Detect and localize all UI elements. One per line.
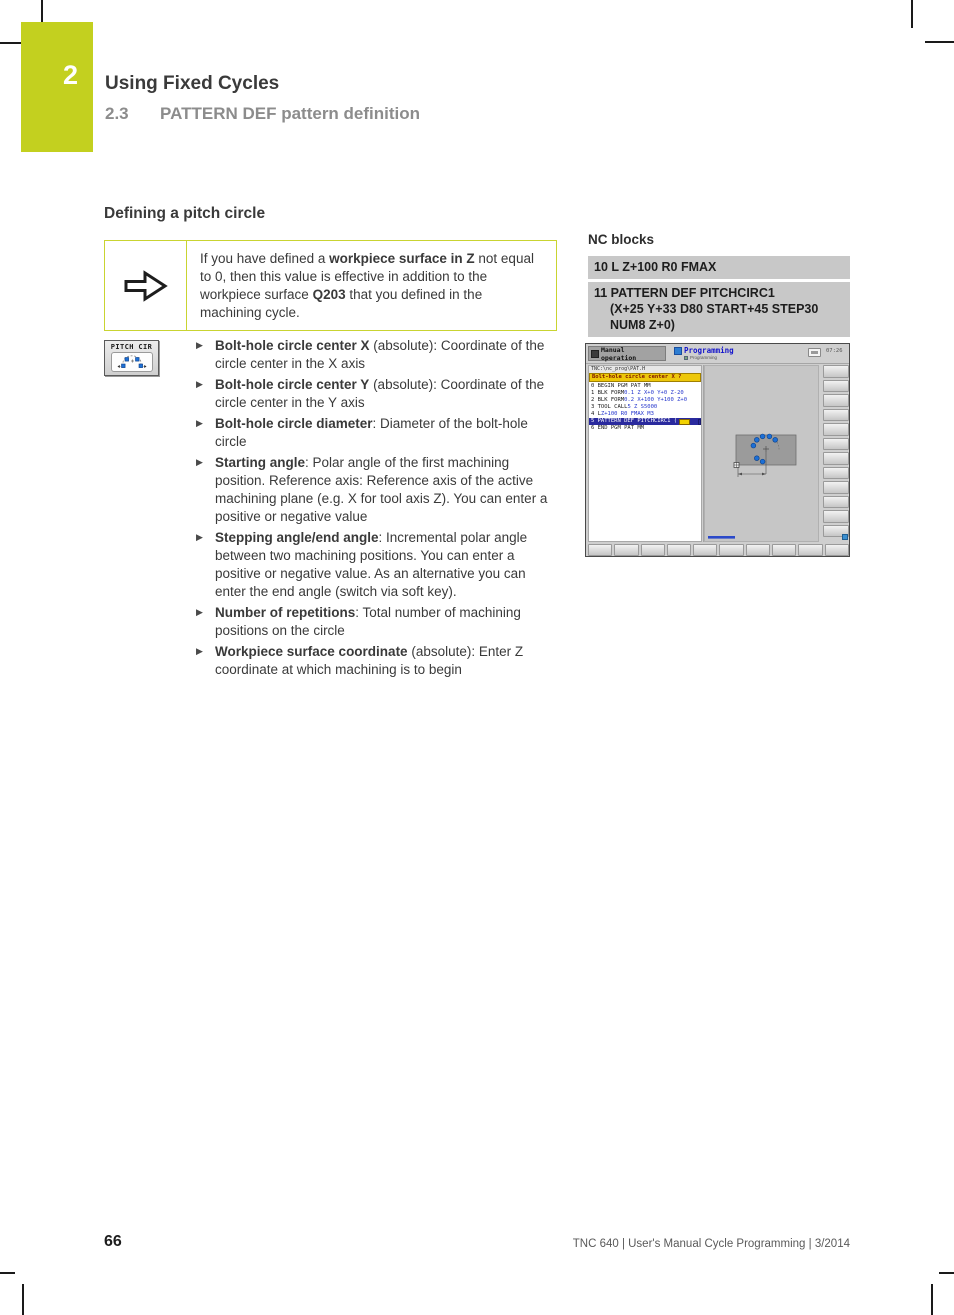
nc-line: (X+25 Y+33 D80 START+45 STEP30 [610,302,819,316]
param-desc: : Diameter of the bolt-hole circle [215,416,528,449]
tnc-program-line: 4 L Z+100 R0 FMAX M3 [591,411,654,417]
bullet-icon: ▶ [196,418,203,428]
bullet-icon: ▶ [196,607,203,617]
nc-line: 10 L Z+100 R0 FMAX [594,260,717,274]
tnc-softkey [823,394,849,407]
chapter-tab [21,22,93,152]
page-title: Defining a pitch circle [104,205,266,222]
tnc-topbar [586,344,849,364]
crop-mark [939,1272,954,1274]
bullet-icon: ▶ [196,379,203,389]
page-number: 66 [104,1233,122,1250]
list-item [196,529,558,601]
param-desc: : Polar angle of the first machining position. Reference axis: Reference axis of the active machining plane (e.g. X for tool axis Z). You can enter a positive or negative value [215,455,548,524]
tnc-program-line: 6 END PGM PAT MM [591,425,644,431]
bullet-icon: ▶ [196,646,203,656]
bullet-icon: ▶ [196,457,203,467]
list-item [196,643,558,679]
manual-mode-icon [591,350,599,358]
sub-mode-icon [684,356,688,360]
programming-mode-icon [674,347,682,355]
param-desc: : Incremental polar angle between two machining positions. You can enter a positive or negative value. As an alternative you can enter the end angle (switch via soft key). [215,530,528,599]
pitch-circle-icon [111,352,153,372]
tnc-softkey [693,544,717,556]
section-title: PATTERN DEF pattern definition [160,104,421,123]
crop-mark [911,0,913,28]
note-icon-cell [105,241,187,330]
chapter-number: 2 [62,60,78,90]
nc-block [588,282,850,337]
tnc-mode-manual-label: Manual operation [601,345,637,362]
pitch-cir-softkey [104,340,159,376]
tnc-dialog-prompt: Bolt-hole circle center X ? [589,373,701,382]
graphics-status-icon [842,534,848,540]
param-name: Bolt-hole circle center Y [215,377,370,392]
crop-mark [925,41,954,43]
tnc-softkey [719,544,743,556]
param-name: Bolt-hole circle center X [215,338,370,353]
tnc-softkey [823,423,849,436]
tnc-softkey [823,409,849,422]
tnc-softkey [823,467,849,480]
tnc-program-line: 1 BLK FORM 0.1 Z X+0 Y+0 Z-20 [591,390,684,396]
nc-block [588,256,850,279]
crop-mark [22,1284,24,1315]
crop-mark [0,1272,15,1274]
tnc-program-line: 5 PATTERN DEF PITCHCIRC1 ( [589,418,701,425]
note-arrow-icon [123,270,169,302]
crop-mark [41,0,43,22]
tnc-mode-manual [588,346,666,361]
tnc-program-panel [588,365,702,542]
param-name: Bolt-hole circle diameter [215,416,373,431]
param-desc: : Total number of machining positions on the circle [215,605,521,638]
tnc-softkey [746,544,770,556]
tnc-softkey [823,452,849,465]
tnc-softkey [823,380,849,393]
tnc-mode-programming [674,346,734,360]
nc-blocks-heading: NC blocks [588,232,655,247]
pitch-cir-softkey-label: PITCH CIR [110,343,153,351]
tnc-softkey [825,544,849,556]
tnc-softkey [641,544,665,556]
tnc-clock: 07:26 [826,348,843,354]
tnc-mode-programming-sub: Programming [684,355,734,360]
section-number: 2.3 [105,104,129,123]
tnc-screenshot [585,343,850,557]
list-item [196,454,558,526]
section-header [105,104,420,124]
parameter-list [196,337,558,682]
tnc-softkey [823,438,849,451]
tnc-softkey [667,544,691,556]
tnc-softkey [588,544,612,556]
tnc-softkey [823,496,849,509]
tnc-program [589,383,701,432]
list-item [196,376,558,412]
tnc-mode-programming-label: Programming [684,346,734,355]
list-item [196,337,558,373]
note-text: If you have defined a workpiece surface in Z not equal to 0, then this value is effective in addition to the workpiece surface Q203 that you defined in the machining cycle. [200,251,534,320]
crop-mark [0,42,21,44]
param-name: Number of repetitions [215,605,356,620]
tnc-toolbar-icon [808,348,821,357]
param-name: Workpiece surface coordinate [215,644,408,659]
tnc-softkey [772,544,796,556]
tnc-file-path: TNC:\nc_prog\PAT.H [589,366,701,373]
tnc-softkey [823,365,849,378]
tnc-softkeys-right [823,365,849,542]
nc-line: 11 PATTERN DEF PITCHCIRC1 [594,286,775,300]
tnc-softkey [614,544,638,556]
list-item [196,604,558,640]
pattern-preview-graphic [705,366,818,541]
param-name: Stepping angle/end angle [215,530,379,545]
param-desc: (absolute): Coordinate of the circle center in the X axis [215,338,545,371]
chapter-title: Using Fixed Cycles [105,73,280,94]
crop-mark [931,1284,933,1315]
tnc-program-line: 3 TOOL CALL 5 Z S5000 [591,404,658,410]
param-name: Starting angle [215,455,306,470]
note-box [104,240,557,331]
graphics-hscrollbar [708,536,735,539]
footer-text: TNC 640 | User's Manual Cycle Programming | 3/2014 [572,1238,850,1250]
tnc-softkeys-bottom [588,544,849,556]
param-desc: (absolute): Coordinate of the circle center in the Y axis [215,377,545,410]
nc-line: NUM8 Z+0) [610,318,675,332]
tnc-softkey [823,510,849,523]
bullet-icon: ▶ [196,340,203,350]
param-desc: (absolute): Enter Z coordinate at which machining is to begin [215,644,524,677]
nc-blocks [588,256,850,340]
tnc-graphics-panel [704,365,819,542]
tnc-input-field [679,419,690,425]
tnc-softkey [798,544,822,556]
tnc-program-line: 2 BLK FORM 0.2 X+100 Y+100 Z+0 [591,397,688,403]
list-item [196,415,558,451]
bullet-icon: ▶ [196,532,203,542]
tnc-program-line: 0 BEGIN PGM PAT MM [591,383,651,389]
tnc-softkey [823,481,849,494]
